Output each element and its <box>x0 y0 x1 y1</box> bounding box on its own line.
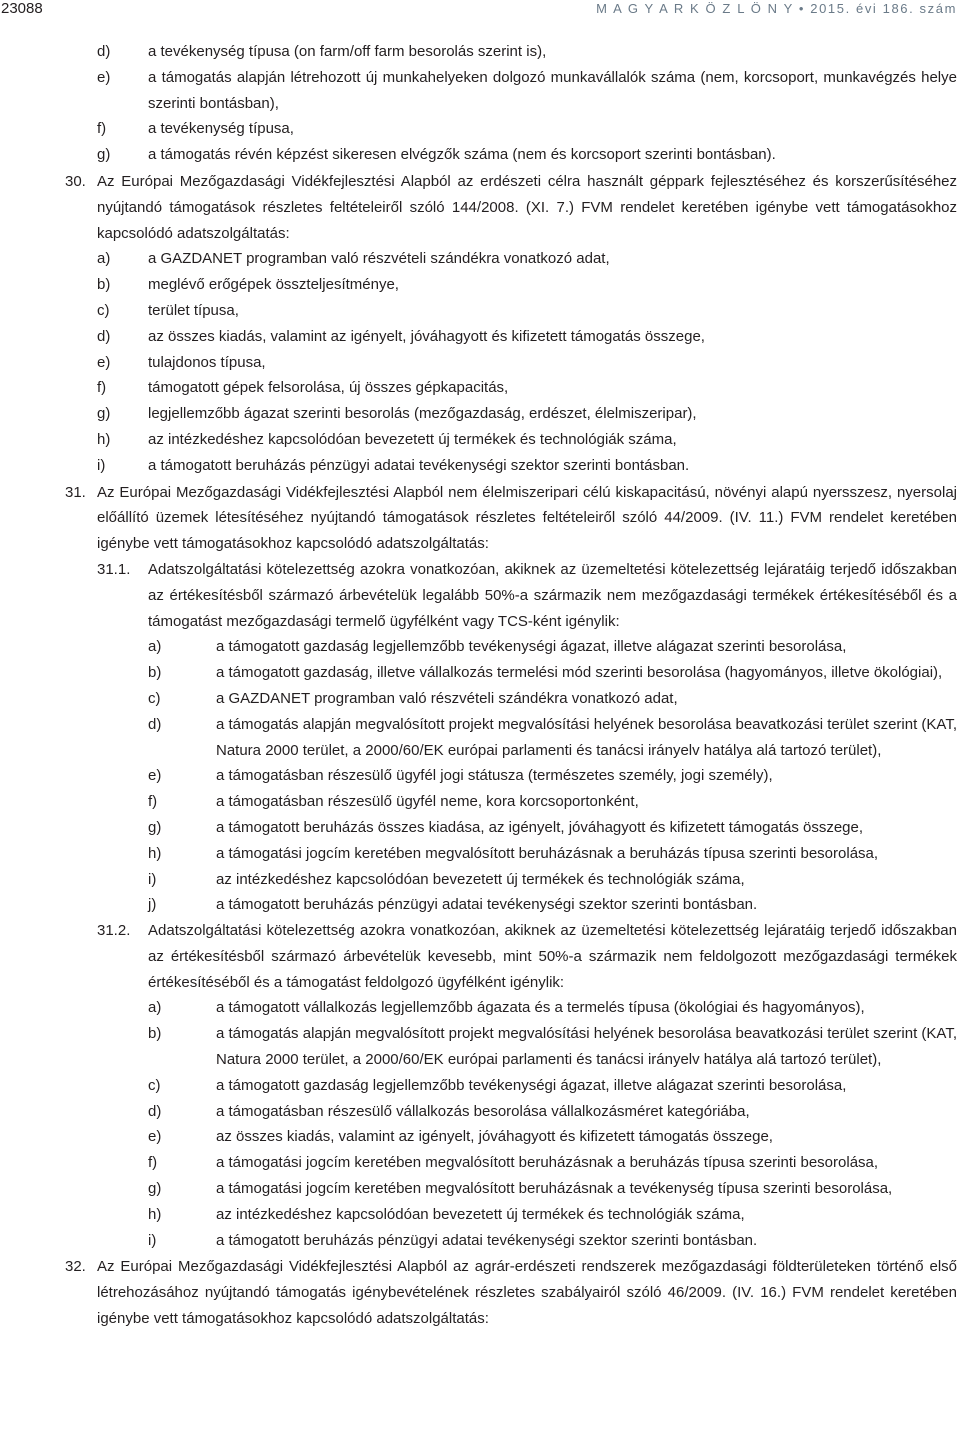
item-label: f) <box>97 379 107 397</box>
item-label: c) <box>148 1076 161 1094</box>
item-label: h) <box>148 844 162 862</box>
item-text: a tevékenység típusa (on farm/off farm besorolás szerint is), <box>148 43 547 60</box>
sublist-item <box>0 1176 960 1202</box>
item-label: j) <box>148 896 157 914</box>
item-label: g) <box>97 146 111 164</box>
item-label: a) <box>97 250 111 268</box>
item-label: b) <box>97 276 111 294</box>
item-text: terület típusa, <box>148 301 239 319</box>
item-label: d) <box>97 327 111 345</box>
sublist-item <box>0 995 960 1021</box>
item-label: 31.2. <box>97 922 131 940</box>
item-label: f) <box>97 120 107 138</box>
sublist-item <box>0 1202 960 1228</box>
item-label: c) <box>97 301 110 319</box>
numbered-section <box>0 1254 960 1331</box>
sublist-item <box>0 867 960 893</box>
sublist-item <box>0 1150 960 1176</box>
list-item <box>0 65 960 117</box>
sublist-item <box>0 1228 960 1254</box>
item-label: f) <box>148 1154 158 1172</box>
item-label: e) <box>97 68 111 86</box>
item-text: az intézkedéshez kapcsolódóan bevezetett új termékek és technológiák száma, <box>148 430 677 448</box>
item-text: a támogatott beruházás pénzügyi adatai tevékenységi szektor szerinti bontásban. <box>216 896 758 914</box>
numbered-section <box>0 169 960 246</box>
item-text: Az Európai Mezőgazdasági Vidékfejlesztési Alapból az erdészeti célra használt géppark fejlesztéséhez és korszerűsítéséhez nyújtandó támogatások részletes feltételeiről szóló 144/2008. (XI. 7.) FVM rendelet keretében igénybe vett támogatásokhoz kapcsolódó adatszolgáltatás: <box>97 172 957 242</box>
item-text: Az Európai Mezőgazdasági Vidékfejlesztési Alapból az agrár-erdészeti rendszerek mezőgazdasági földterületeken történő első létrehozásához nyújtandó támogatás igénybevételének részletes szabályairól szóló 46/2009. (IV. 16.) FVM rendelet keretében igénybe vett támogatásokhoz kapcsolódó adatszolgáltatás: <box>97 1258 957 1328</box>
item-label: d) <box>148 715 162 733</box>
item-label: b) <box>148 664 162 682</box>
item-text: Adatszolgáltatási kötelezettség azokra vonatkozóan, akiknek az üzemeltetési kötelezettség lejáratáig terjedő időszakban az értékesítésből származó árbevételük legalább 50%-a származik nem mezőgazdasági termékek értékesítéséből és a támogatást mezőgazdasági termelő ügyfélként vagy TCS-ként igénylik: <box>148 560 957 630</box>
item-label: i) <box>148 1231 157 1249</box>
item-text: tulajdonos típusa, <box>148 353 266 371</box>
list-item <box>0 39 960 65</box>
sublist-item <box>0 892 960 918</box>
item-label: i) <box>97 456 106 474</box>
item-label: a) <box>148 999 162 1017</box>
list-item <box>0 375 960 401</box>
sublist-item <box>0 841 960 867</box>
item-text: Adatszolgáltatási kötelezettség azokra vonatkozóan, akiknek az üzemeltetési kötelezettség lejáratáig terjedő időszakban az értékesítésből származó árbevételük kevesebb, mint 50%-a származik nem feldolgozott mezőgazdasági termékek értékesítéséből és a támogatást feldolgozó ügyfélként igénylik: <box>148 922 957 991</box>
list-item <box>0 142 960 168</box>
sublist-item <box>0 660 960 686</box>
list-item <box>0 427 960 453</box>
item-text: a támogatott beruházás pénzügyi adatai tevékenységi szektor szerinti bontásban. <box>148 456 690 474</box>
item-text: a GAZDANET programban való részvételi szándékra vonatkozó adat, <box>216 689 678 707</box>
item-text: a tevékenység típusa, <box>148 120 294 138</box>
sublist-item <box>0 1021 960 1073</box>
item-text: a támogatásban részesülő ügyfél neme, kora korcsoportonként, <box>216 793 639 811</box>
item-label: i) <box>148 870 157 888</box>
item-label: 30. <box>65 172 86 190</box>
item-text: a támogatás révén képzést sikeresen elvégzők száma (nem és korcsoport szerinti bontásban). <box>148 146 776 164</box>
list-item <box>0 298 960 324</box>
sublist-item <box>0 1124 960 1150</box>
item-text: a támogatási jogcím keretében megvalósított beruházásnak a beruházás típusa szerinti besorolása, <box>216 1154 879 1172</box>
item-text: a támogatott gazdaság legjellemzőbb tevékenységi ágazat, illetve alágazat szerinti besorolása, <box>216 1076 847 1094</box>
item-label: 32. <box>65 1258 86 1276</box>
item-label: a) <box>148 638 162 656</box>
item-text: a támogatás alapján megvalósított projekt megvalósítási helyének besorolása beavatkozási terület szerint (KAT, Natura 2000 terület, a 2000/60/EK európai parlamenti és tanácsi irányelv hatálya alá tartozó terület), <box>216 715 957 759</box>
item-label: b) <box>148 1025 162 1043</box>
list-item <box>0 401 960 427</box>
item-text: Az Európai Mezőgazdasági Vidékfejlesztési Alapból nem élelmiszeripari célú kiskapacitású, növényi alapú nyersszesz, nyersolaj előállító üzemek létesítéséhez nyújtandó támogatások részletes feltételeiről szóló 44/2009. (IV. 11.) FVM rendelet keretében igénybe vett támogatásokhoz kapcsolódó adatszolgáltatás: <box>97 483 957 553</box>
item-label: e) <box>97 353 111 371</box>
item-label: g) <box>97 405 111 423</box>
subsection <box>0 918 960 995</box>
journal-title: M A G Y A R K Ö Z L Ö N Y • 2015. évi 186. szám <box>596 1 957 16</box>
item-label: f) <box>148 793 158 811</box>
item-label: 31.1. <box>97 560 131 578</box>
item-text: az összes kiadás, valamint az igényelt, jóváhagyott és kifizetett támogatás összege, <box>216 1128 773 1146</box>
item-label: e) <box>148 1128 162 1146</box>
item-text: a támogatott gazdaság, illetve vállalkozás termelési mód szerinti besorolása (hagyományos, illetve ökológiai), <box>216 664 943 682</box>
item-label: h) <box>97 430 111 448</box>
item-label: d) <box>148 1102 162 1120</box>
item-text: a támogatott beruházás pénzügyi adatai tevékenységi szektor szerinti bontásban. <box>216 1231 758 1249</box>
item-text: a támogatási jogcím keretében megvalósított beruházásnak a beruházás típusa szerinti besorolása, <box>216 844 879 862</box>
item-text: a támogatott vállalkozás legjellemzőbb ágazata és a termelés típusa (ökológiai és hagyományos), <box>216 999 865 1017</box>
item-text: az intézkedéshez kapcsolódóan bevezetett új termékek és technológiák száma, <box>216 870 745 888</box>
list-item <box>0 116 960 142</box>
list-item <box>0 272 960 298</box>
item-text: a támogatott beruházás összes kiadása, az igényelt, jóváhagyott és kifizetett támogatás összege, <box>216 818 864 836</box>
item-text: a támogatásban részesülő ügyfél jogi státusza (természetes személy, jogi személy), <box>216 767 773 785</box>
item-text: legjellemzőbb ágazat szerinti besorolás (mezőgazdaság, erdészet, élelmiszeripar), <box>148 405 697 423</box>
page-number: 23088 <box>1 0 43 17</box>
item-text: a GAZDANET programban való részvételi szándékra vonatkozó adat, <box>148 250 610 268</box>
sublist-item <box>0 634 960 660</box>
item-text: a támogatott gazdaság legjellemzőbb tevékenységi ágazat, illetve alágazat szerinti besorolása, <box>216 638 847 656</box>
numbered-section <box>0 480 960 557</box>
item-text: a támogatási jogcím keretében megvalósított beruházásnak a tevékenység típusa szerinti besorolása, <box>216 1180 893 1198</box>
item-label: e) <box>148 767 162 785</box>
sublist-item <box>0 1073 960 1099</box>
item-text: a támogatásban részesülő vállalkozás besorolása vállalkozásméret kategóriába, <box>216 1102 750 1120</box>
sublist-item <box>0 815 960 841</box>
document-body <box>0 39 960 1332</box>
list-item <box>0 324 960 350</box>
sublist-item <box>0 763 960 789</box>
sublist-item <box>0 686 960 712</box>
sublist-item <box>0 712 960 764</box>
item-label: g) <box>148 1180 162 1198</box>
item-text: az összes kiadás, valamint az igényelt, jóváhagyott és kifizetett támogatás összege, <box>148 327 705 345</box>
item-text: a támogatás alapján létrehozott új munkahelyeken dolgozó munkavállalók száma (nem, korcsoport, munkavégzés helye szerinti bontásban), <box>148 68 957 112</box>
item-text: a támogatás alapján megvalósított projekt megvalósítási helyének besorolása beavatkozási terület szerint (KAT, Natura 2000 terület, a 2000/60/EK európai parlamenti és tanácsi irányelv hatálya alá tartozó terület), <box>216 1025 957 1069</box>
item-label: g) <box>148 818 162 836</box>
list-item <box>0 246 960 272</box>
list-item <box>0 453 960 479</box>
item-label: h) <box>148 1205 162 1223</box>
list-item <box>0 350 960 376</box>
item-label: 31. <box>65 483 86 501</box>
item-label: d) <box>97 43 111 60</box>
sublist-item <box>0 789 960 815</box>
item-text: az intézkedéshez kapcsolódóan bevezetett új termékek és technológiák száma, <box>216 1205 745 1223</box>
item-label: c) <box>148 689 161 707</box>
item-text: támogatott gépek felsorolása, új összes gépkapacitás, <box>148 379 509 397</box>
page-header <box>0 0 960 21</box>
sublist-item <box>0 1099 960 1125</box>
subsection <box>0 557 960 634</box>
item-text: meglévő erőgépek összteljesítménye, <box>148 276 399 294</box>
